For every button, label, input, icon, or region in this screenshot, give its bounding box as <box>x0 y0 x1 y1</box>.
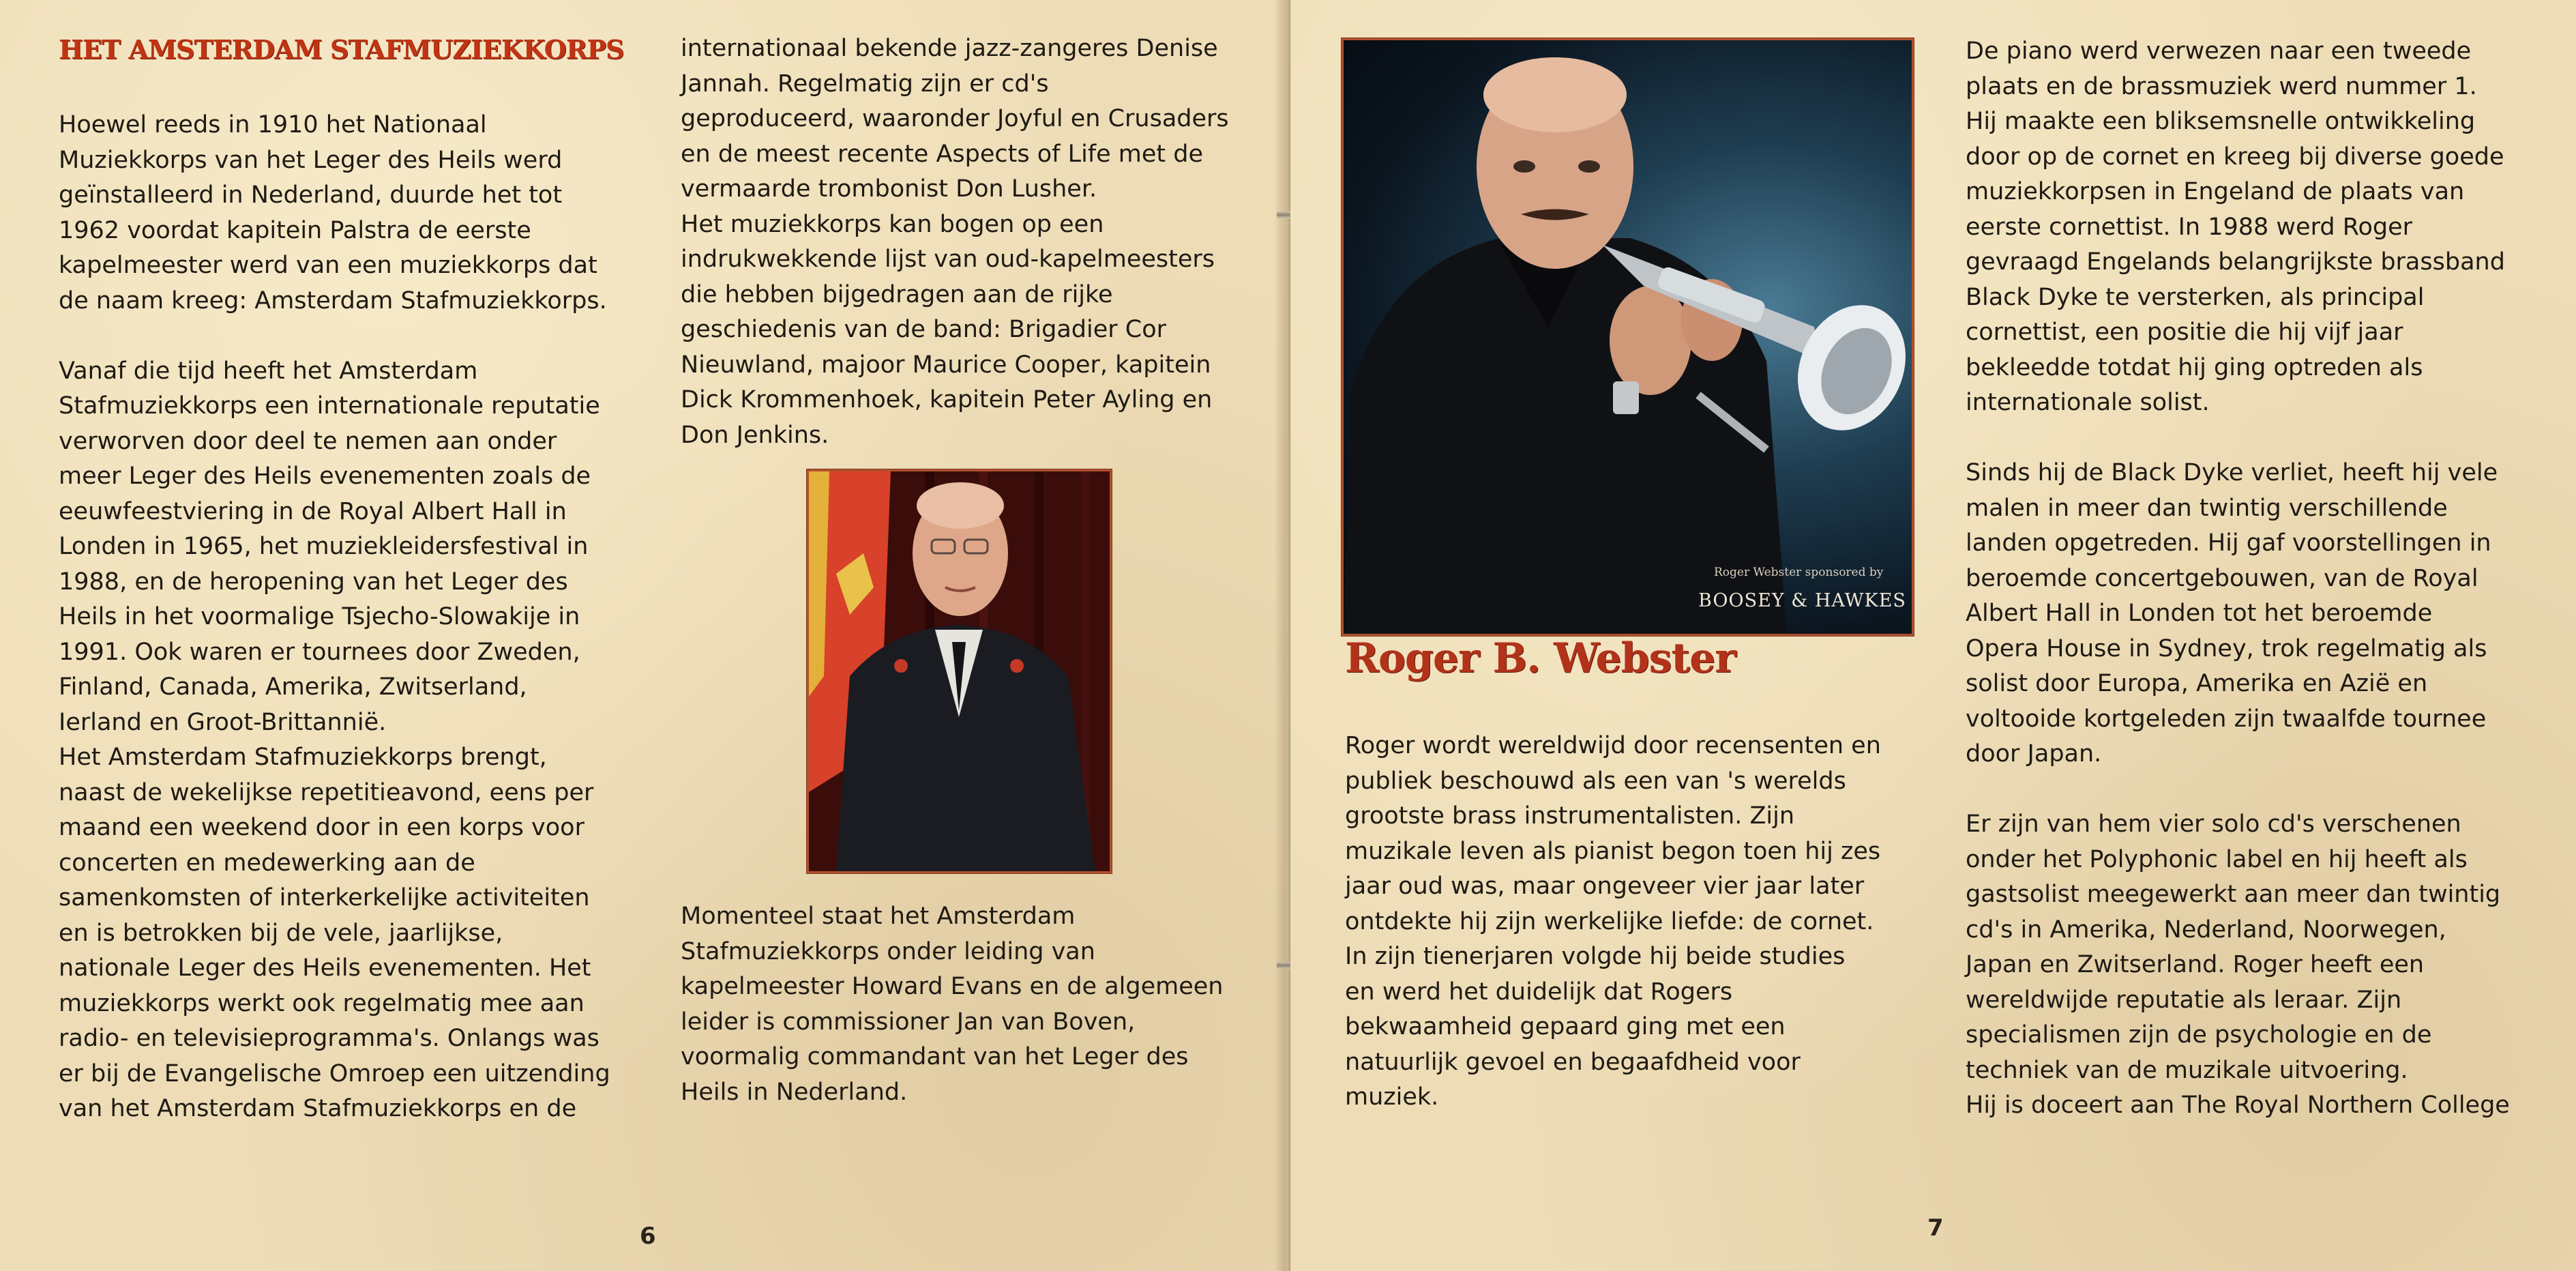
trumpet-photo <box>1342 38 1914 636</box>
photo-brand-logo: BOOSEY & HAWKES <box>1698 590 1906 611</box>
officer-photo <box>807 469 1112 873</box>
photo-credit-text: Roger Webster sponsored by <box>1714 566 1884 579</box>
trumpet-portrait-image <box>1344 40 1912 634</box>
page-number-right: 7 <box>1927 1214 1944 1242</box>
right-column2-text: De piano werd verwezen naar een tweede plaats en de brassmuziek werd nummer 1. Hij maakte een bliksemsnelle ontwikkeling door op de cornet en kreeg bij diverse goede muziekkorpsen in Engeland de plaats van eerste cornettist. In 1988 werd Roger gevraagd Engelands belangrijkste brassband Black Dyke te versterken, als principal cornettist, een positie die hij vijf jaar bekleedde totdat hij ging optreden als internationale solist. Sinds hij de Black Dyke verliet, heeft hij vele malen in meer dan twintig verschillende landen opgetreden. Hij gaf voorstellingen in beroemde concertgebouwen, van de Royal Albert Hall in Londen tot het beroemde Opera House in Sydney, trok regelmatig als solist door Europa, Amerika en Azië en voltooide kortgeleden zijn twaalfde tournee door Japan. Er zijn van hem vier solo cd's verschenen onder het Polyphonic label en hij heeft als gastsolist meegewerkt aan meer dan twintig cd's in Amerika, Nederland, Noorwegen, Japan en Zwitserland. Roger heeft een wereldwijde reputatie als leraar. Zijn specialismen zijn de psychologie en de techniek van de muzikale uitvoering. Hij is doceert aan The Royal Northern College <box>1966 38 2510 1119</box>
officer-portrait-image <box>809 471 1110 871</box>
section-title: HET AMSTERDAM STAFMUZIEKKORPS <box>59 34 624 65</box>
name-title: Roger B. Webster <box>1345 634 1736 682</box>
page-number-left: 6 <box>640 1223 656 1250</box>
middle-column-text-top: internationaal bekende jazz-zangeres Denise Jannah. Regelmatig zijn er cd's geproduceerd, waaronder Joyful en Crusaders en de meest recente Aspects of Life met de vermaarde trombonist Don Lusher. Het muziekkorps kan bogen op een indrukwekkende lijst van oud-kapelmeesters die hebben bijgedragen aan de rijke geschiedenis van de band: Brigadier Cor Nieuwland, majoor Maurice Cooper, kapitein Dick Krommenhoek, kapitein Peter Ayling en Don Jenkins. <box>681 35 1229 449</box>
left-column-text: Hoewel reeds in 1910 het Nationaal Muziekkorps van het Leger des Heils werd geïnstalleerd in Nederland, duurde het tot 1962 voordat kapitein Palstra de eerste kapelmeester werd van een muziekkorps dat de naam kreeg: Amsterdam Stafmuziekkorps. Vanaf die tijd heeft het Amsterdam Stafmuziekkorps een internationale reputatie verworven door deel te nemen aan onder meer Leger des Heils evenementen zoals de eeuwfeestviering in de Royal Albert Hall in Londen in 1965, het muziekleidersfestival in 1988, en de heropening van het Leger des Heils in het voormalige Tsjecho-Slowakije in 1991. Ook waren er tournees door Zweden, Finland, Canada, Amerika, Zwitserland, Ierland en Groot-Brittannië. Het Amsterdam Stafmuziekkorps brengt, naast de wekelijkse repetitieavond, eens per maand een weekend door in een korps voor concerten en medewerking aan de samenkomsten of interkerkelijke activiteiten en is betrokken bij de vele, jaarlijkse, nationale Leger des Heils evenementen. Het muziekkorps werkt ook regelmatig mee aan radio- en televisieprogramma's. Onlangs was er bij de Evangelische Omroep een uitzending van het Amsterdam Stafmuziekkorps en de <box>59 111 610 1122</box>
right-column1-text: Roger wordt wereldwijd door recensenten en publiek beschouwd als een van 's werelds grootste brass instrumentalisten. Zijn muzikale leven als pianist begon toen hij zes jaar oud was, maar ongeveer vier jaar later ontdekte hij zijn werkelijke liefde: de cornet. In zijn tienerjaren volgde hij beide studies en werd het duidelijk dat Rogers bekwaamheid gepaard ging met een natuurlijk gevoel en begaafdheid voor muziek. <box>1345 732 1881 1111</box>
left-page <box>0 0 1286 1271</box>
middle-column-text-bottom: Momenteel staat het Amsterdam Stafmuziekkorps onder leiding van kapelmeester Howard Evans en de algemeen leider is commissioner Jan van Boven, voormalig commandant van het Leger des Heils in Nederland. <box>681 903 1224 1106</box>
